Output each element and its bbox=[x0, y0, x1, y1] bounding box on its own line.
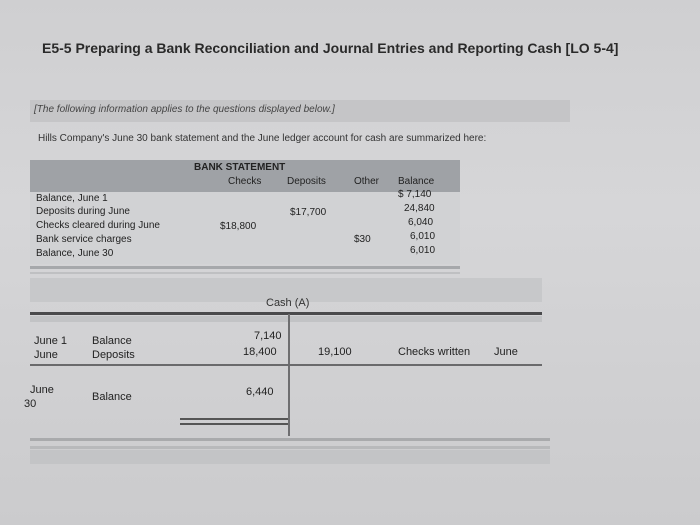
deposits-value: $17,700 bbox=[290, 207, 327, 218]
ending-amount: 6,440 bbox=[246, 386, 274, 398]
bank-row-label: Checks cleared during June bbox=[36, 220, 160, 231]
footer-band bbox=[30, 450, 550, 464]
page-title: E5-5 Preparing a Bank Reconciliation and Journal Entries and Reporting Cash [LO 5-4] bbox=[42, 40, 619, 56]
credit-amount: 19,100 bbox=[318, 346, 352, 358]
bank-row-label: Balance, June 30 bbox=[36, 248, 114, 259]
debit-amount: 7,140 bbox=[254, 330, 282, 342]
column-header-other: Other bbox=[354, 176, 380, 187]
t-account-title: Cash (A) bbox=[266, 297, 310, 309]
ending-date-day: 30 bbox=[24, 398, 37, 410]
divider bbox=[30, 272, 460, 274]
column-header-balance: Balance bbox=[398, 176, 435, 187]
credit-desc: Checks written bbox=[398, 346, 471, 358]
intro-text: Hills Company's June 30 bank statement and the June ledger account for cash are summarized here: bbox=[38, 133, 487, 144]
bank-statement-heading: BANK STATEMENT bbox=[194, 162, 286, 173]
balance-value: 6,010 bbox=[410, 245, 436, 256]
double-underline bbox=[180, 423, 288, 425]
t-account-vertical-rule bbox=[288, 314, 290, 436]
info-note: [The following information applies to the questions displayed below.] bbox=[34, 104, 335, 115]
debit-amount: 18,400 bbox=[243, 346, 277, 358]
ending-desc: Balance bbox=[92, 391, 132, 403]
other-value: $30 bbox=[354, 234, 371, 245]
balance-value: 6,040 bbox=[408, 217, 434, 228]
credit-date: June bbox=[494, 346, 518, 358]
bank-row-label: Balance, June 1 bbox=[36, 193, 108, 204]
t-account-top-rule bbox=[30, 312, 542, 315]
debit-desc: Deposits bbox=[92, 349, 135, 361]
ending-date: June bbox=[30, 384, 54, 396]
debit-date: June 1 bbox=[34, 335, 68, 347]
t-account-band bbox=[30, 316, 542, 322]
balance-value: $ 7,140 bbox=[398, 189, 432, 200]
divider bbox=[30, 438, 550, 441]
balance-value: 24,840 bbox=[404, 203, 435, 214]
balance-value: 6,010 bbox=[410, 231, 436, 242]
checks-value: $18,800 bbox=[220, 221, 257, 232]
divider bbox=[30, 266, 460, 269]
double-underline bbox=[180, 418, 288, 420]
t-account-mid-rule bbox=[30, 364, 542, 366]
bank-row-label: Deposits during June bbox=[36, 206, 130, 217]
column-header-deposits: Deposits bbox=[287, 176, 326, 187]
debit-date: June bbox=[34, 349, 58, 361]
bank-row-label: Bank service charges bbox=[36, 234, 132, 245]
debit-desc: Balance bbox=[92, 335, 132, 347]
divider bbox=[30, 446, 550, 449]
column-header-checks: Checks bbox=[228, 176, 262, 187]
